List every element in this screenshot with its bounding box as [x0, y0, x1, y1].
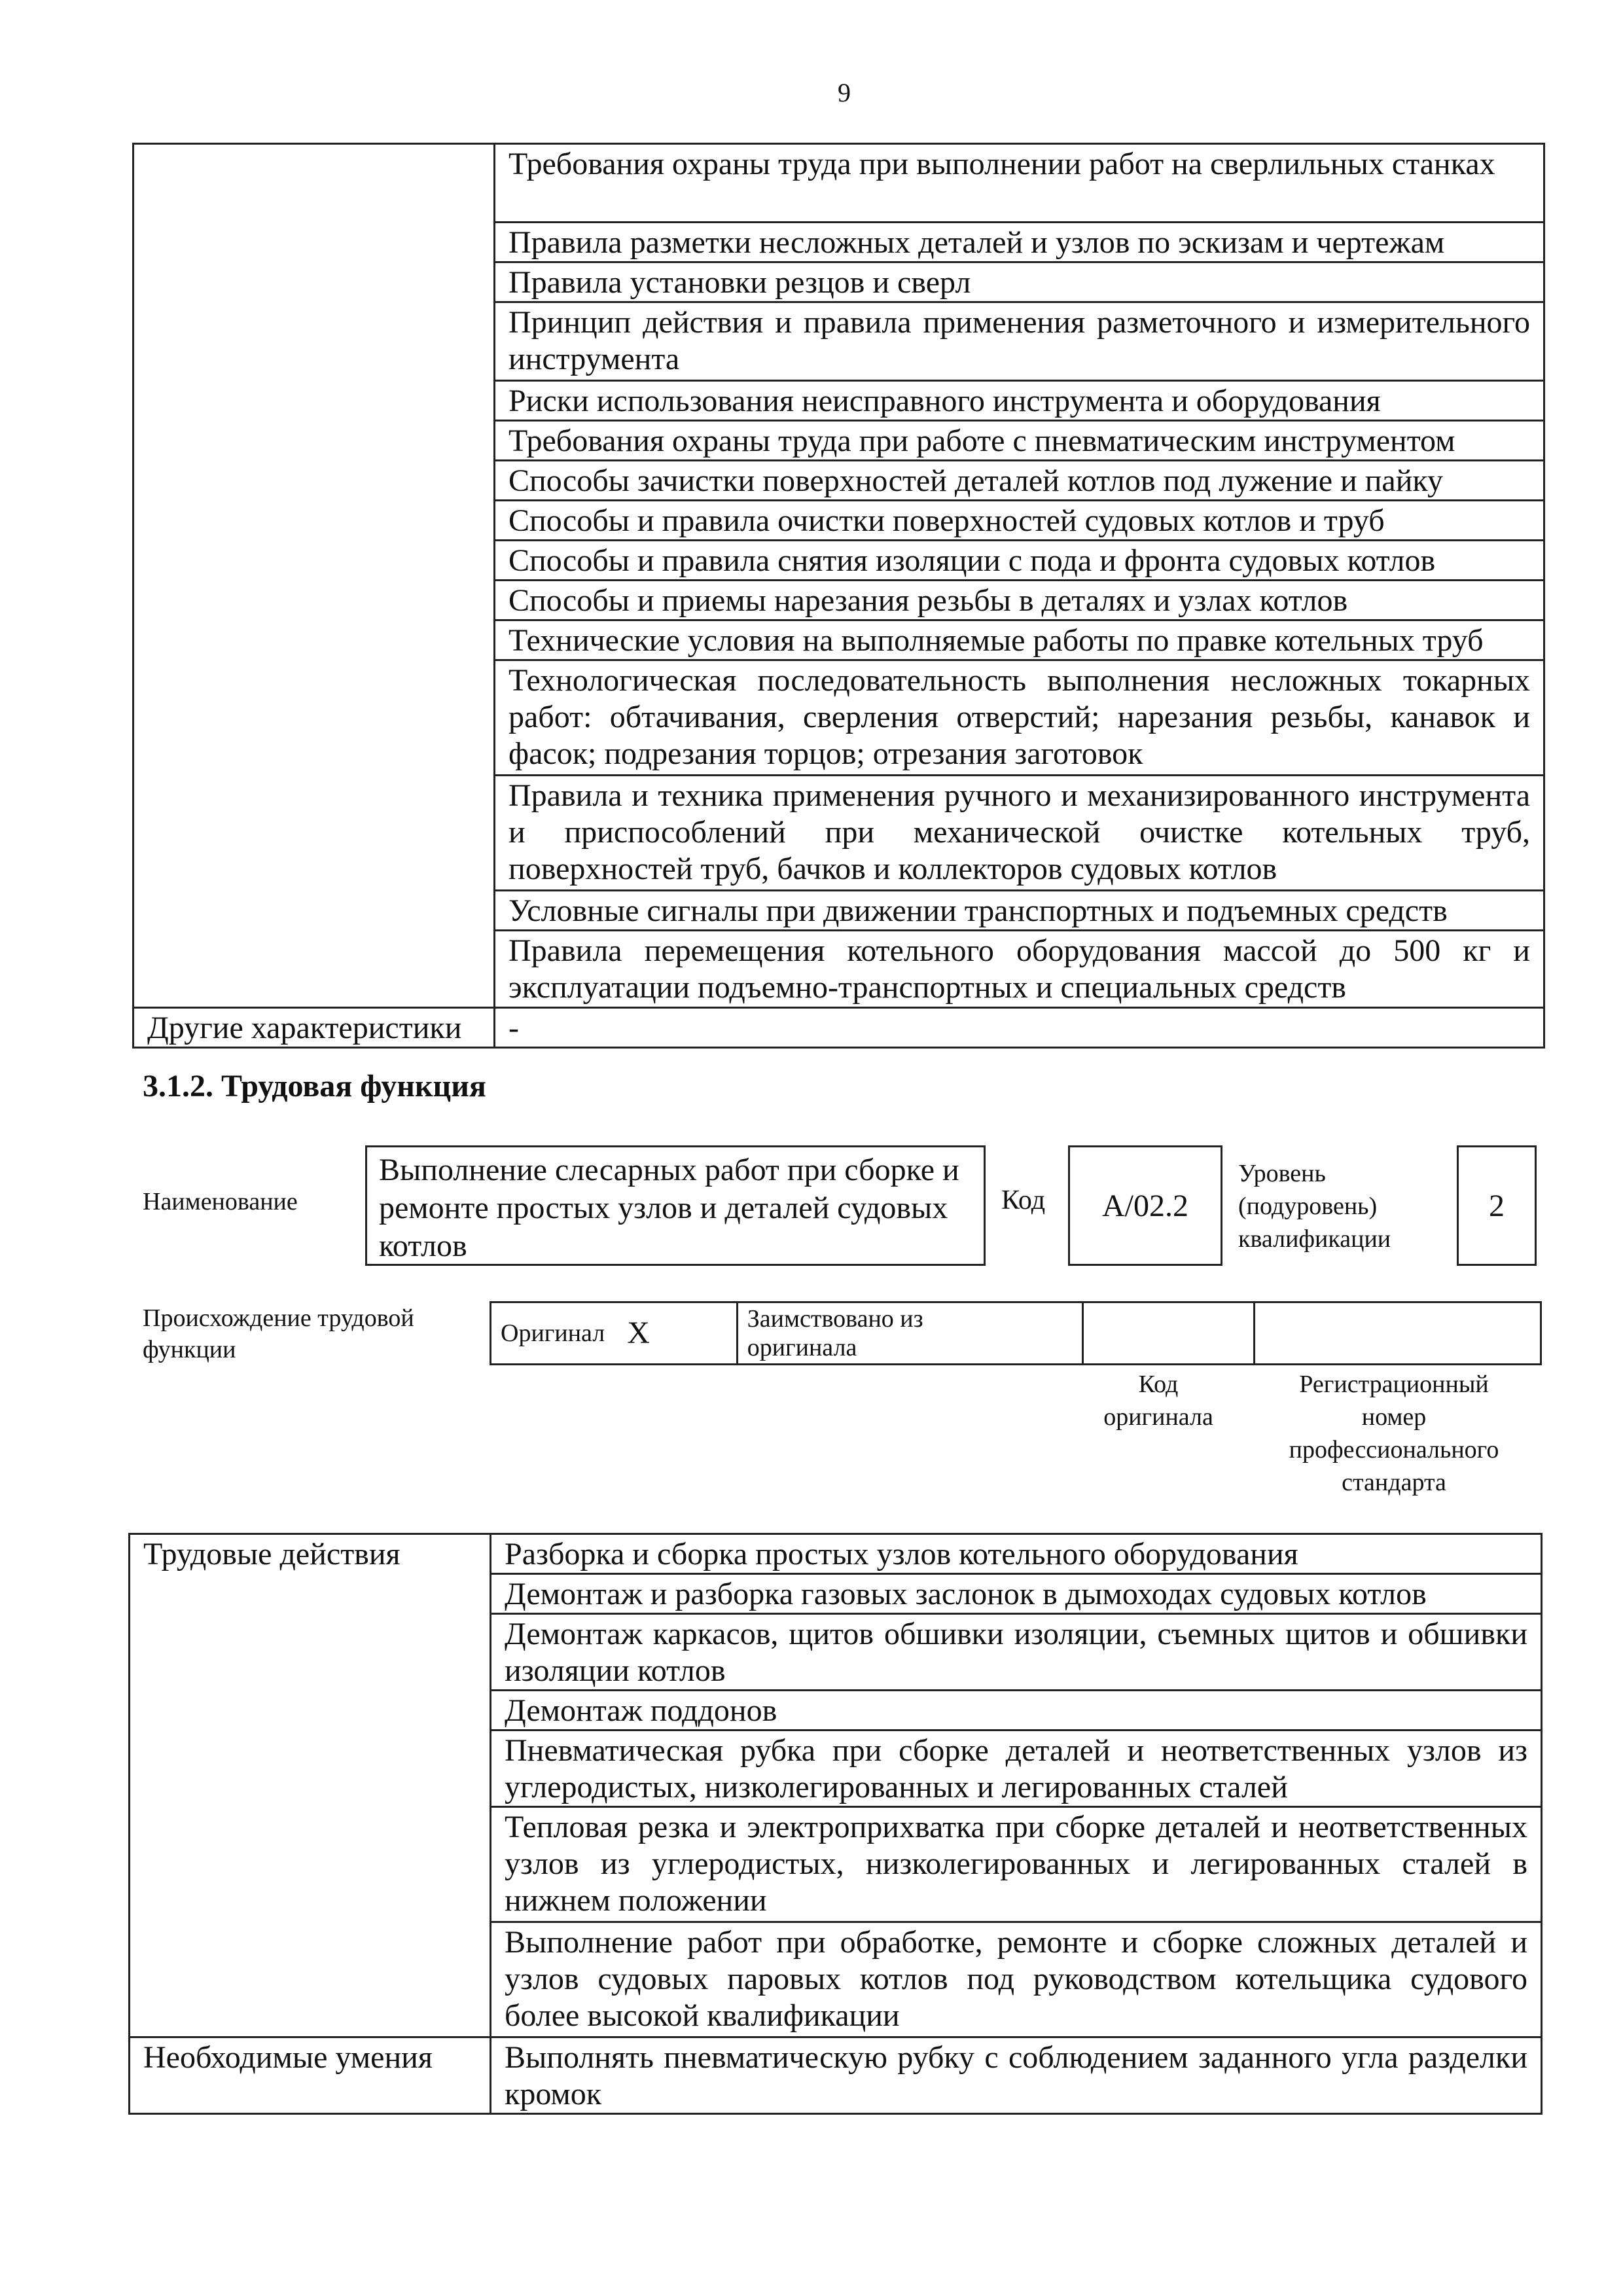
knowledge-item: Правила разметки несложных деталей и узлов по эскизам и чертежам	[495, 223, 1544, 262]
section-heading: 3.1.2. Трудовая функция	[143, 1069, 486, 1103]
original-mark: X	[614, 1302, 737, 1365]
action-item: Демонтаж и разборка газовых заслонок в дымоходах судовых котлов	[491, 1574, 1542, 1614]
caption-line: профессионального	[1289, 1436, 1499, 1463]
action-item: Выполнение работ при обработке, ремонте и сборке сложных деталей и узлов судовых паровых котлов под руководством котельщика судового более высокой квалификации	[491, 1922, 1542, 2037]
action-item: Пневматическая рубка при сборке деталей и неответственных узлов из углеродистых, низколегированных и легированных сталей	[491, 1731, 1542, 1807]
knowledge-item: Технологическая последовательность выполнения несложных токарных работ: обтачивания, сверления отверстий; нарезания резьбы, канавок и фасок; подрезания торцов; отрезания заготовок	[495, 660, 1544, 776]
action-item: Тепловая резка и электроприхватка при сборке деталей и неответственных узлов из углеродистых, низколегированных и легированных сталей в нижнем положении	[491, 1807, 1542, 1922]
knowledge-label-cell	[134, 144, 495, 1008]
borrowed-label-line: Заимствовано из	[747, 1305, 923, 1333]
code-value: A/02.2	[1102, 1188, 1188, 1223]
origin-label-line: функции	[143, 1336, 236, 1363]
knowledge-table	[132, 143, 1545, 1049]
other-characteristics-label: Другие характеристики	[134, 1008, 495, 1048]
knowledge-item: Способы и правила снятия изоляции с пода и фронта судовых котлов	[495, 541, 1544, 581]
caption-line: стандарта	[1342, 1469, 1446, 1496]
skill-item: Выполнять пневматическую рубку с соблюдением заданного угла разделки кромок	[491, 2037, 1542, 2114]
caption-line: номер	[1361, 1403, 1427, 1431]
original-label: Оригинал	[491, 1302, 615, 1365]
caption-line: оригинала	[1103, 1403, 1213, 1431]
page-number: 9	[838, 78, 851, 107]
knowledge-item: Риски использования неисправного инструмента и оборудования	[495, 381, 1544, 421]
origin-table	[490, 1301, 1542, 1365]
knowledge-item: Принцип действия и правила применения разметочного и измерительного инструмента	[495, 302, 1544, 381]
action-item: Разборка и сборка простых узлов котельного оборудования	[491, 1534, 1542, 1574]
original-code-cell	[1082, 1302, 1254, 1365]
level-label	[1238, 1157, 1391, 1255]
skills-label: Необходимые умения	[130, 2037, 491, 2114]
name-label: Наименование	[143, 1188, 298, 1215]
original-code-caption	[1073, 1368, 1243, 1433]
knowledge-item: Требования охраны труда при выполнении работ на сверлильных станках	[495, 144, 1544, 223]
caption-line: Регистрационный	[1299, 1371, 1489, 1398]
origin-label	[143, 1302, 414, 1365]
function-name-value: Выполнение слесарных работ при сборке и ремонте простых узлов и деталей судовых котлов	[379, 1153, 959, 1263]
level-label-line: квалификации	[1238, 1225, 1391, 1253]
registration-number-cell	[1254, 1302, 1541, 1365]
registration-number-caption	[1243, 1368, 1544, 1499]
borrowed-label	[737, 1302, 1082, 1365]
knowledge-item: Правила и техника применения ручного и механизированного инструмента и приспособлений при механической очистке котельных труб, поверхностей труб, бачков и коллекторов судовых котлов	[495, 776, 1544, 891]
origin-label-line: Происхождение трудовой	[143, 1304, 414, 1332]
actions-label: Трудовые действия	[130, 1534, 491, 2037]
action-item: Демонтаж поддонов	[491, 1691, 1542, 1731]
knowledge-item: Способы и правила очистки поверхностей судовых котлов и труб	[495, 501, 1544, 541]
knowledge-item: Условные сигналы при движении транспортных и подъемных средств	[495, 891, 1544, 931]
knowledge-item: Способы и приемы нарезания резьбы в деталях и узлах котлов	[495, 581, 1544, 620]
level-value: 2	[1489, 1188, 1505, 1223]
knowledge-item: Способы зачистки поверхностей деталей котлов под лужение и пайку	[495, 461, 1544, 501]
action-item: Демонтаж каркасов, щитов обшивки изоляции, съемных щитов и обшивки изоляции котлов	[491, 1614, 1542, 1691]
level-label-line: Уровень	[1238, 1160, 1326, 1187]
knowledge-item: Правила установки резцов и сверл	[495, 262, 1544, 302]
actions-table	[128, 1533, 1543, 2115]
other-characteristics-value: -	[495, 1008, 1544, 1048]
level-label-line: (подуровень)	[1238, 1193, 1378, 1220]
caption-line: Код	[1138, 1371, 1179, 1398]
knowledge-item: Технические условия на выполняемые работы по правке котельных труб	[495, 620, 1544, 660]
borrowed-label-line: оригинала	[747, 1334, 857, 1361]
knowledge-item: Правила перемещения котельного оборудования массой до 500 кг и эксплуатации подъемно-транспортных и специальных средств	[495, 931, 1544, 1008]
function-name-box	[365, 1145, 986, 1266]
knowledge-item: Требования охраны труда при работе с пневматическим инструментом	[495, 421, 1544, 461]
code-box	[1068, 1145, 1222, 1266]
level-box	[1457, 1145, 1537, 1266]
code-label: Код	[1001, 1185, 1046, 1215]
